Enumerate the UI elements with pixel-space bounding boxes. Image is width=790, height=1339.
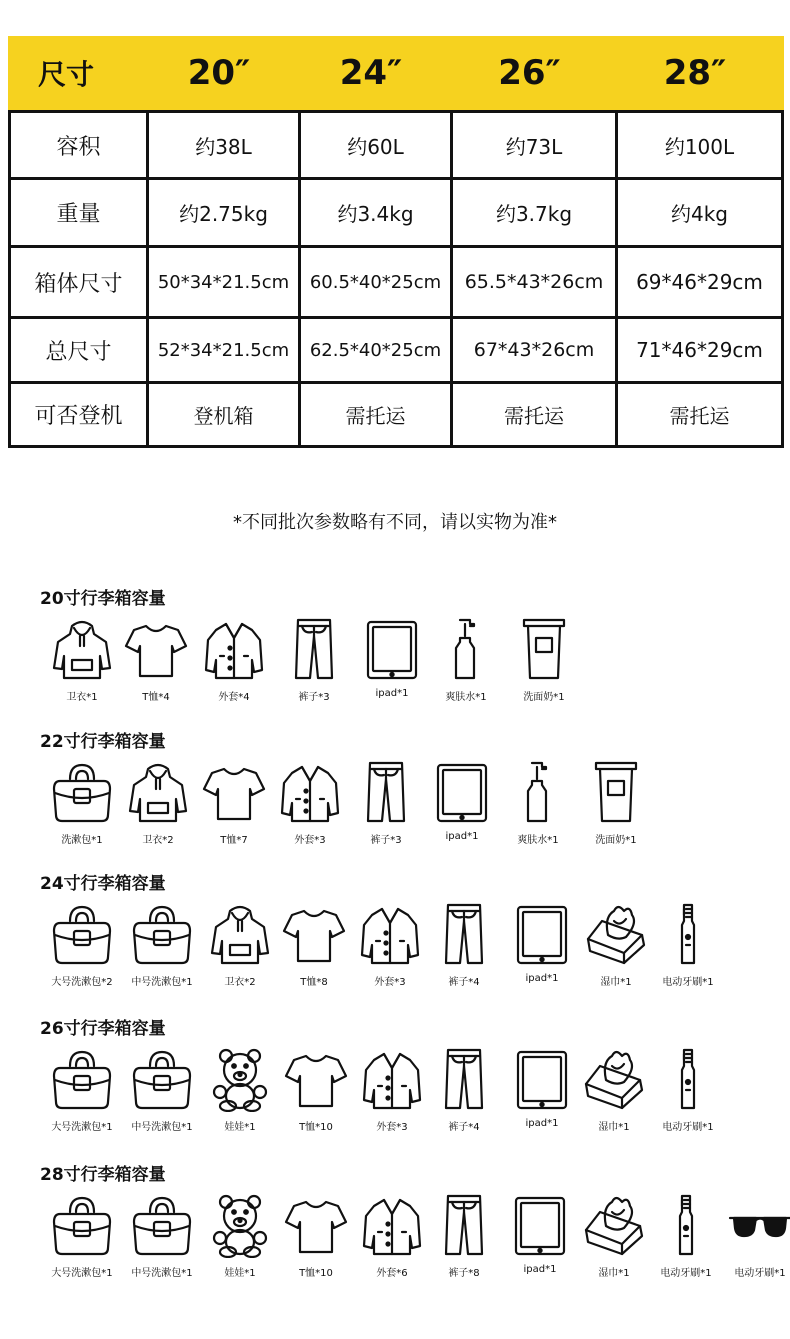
capacity-item: [282, 616, 346, 703]
row-label: 重量: [56, 202, 101, 227]
header-20: 20″: [187, 53, 251, 93]
toiletry-bag-icon: [50, 1046, 114, 1112]
table-cell: 约3.4kg: [298, 180, 450, 245]
wet-wipes-icon: [582, 1046, 646, 1112]
capacity-item: [582, 1046, 646, 1133]
section-title: 22寸行李箱容量: [40, 732, 166, 752]
item-label: 爽肤水*1: [517, 835, 559, 846]
capacity-item: [50, 616, 114, 703]
toiletry-bag-icon: [130, 1046, 194, 1112]
table-cell: 约100L: [615, 113, 781, 177]
cleanser-tube-icon: [584, 759, 648, 825]
header-size-label: 尺寸: [38, 58, 95, 91]
pants-icon: [354, 759, 418, 825]
toothbrush-icon: [654, 1192, 718, 1258]
header-28: 28″: [663, 53, 727, 93]
item-label: 大号洗漱包*1: [51, 1122, 113, 1133]
tablet-icon: [360, 616, 424, 682]
item-label: 外套*6: [376, 1268, 408, 1279]
capacity-item: [130, 1046, 194, 1133]
toner-bottle-icon: [434, 616, 498, 682]
capacity-item: [284, 1046, 348, 1133]
toiletry-bag-icon: [130, 1192, 194, 1258]
table-cell: 67*43*26cm: [450, 319, 615, 381]
table-cell: 71*46*29cm: [615, 319, 781, 381]
item-label: 裤子*3: [298, 692, 330, 703]
capacity-item: [126, 759, 190, 846]
capacity-item: [584, 901, 648, 988]
row-label: 容积: [56, 134, 101, 160]
capacity-item: [728, 1192, 790, 1279]
capacity-item: [430, 759, 494, 842]
tablet-icon: [510, 1046, 574, 1112]
capacity-item: [202, 759, 266, 846]
capacity-item: [432, 1046, 496, 1133]
jacket-icon: [360, 1192, 424, 1258]
table-row: [11, 245, 781, 316]
pants-icon: [432, 1192, 496, 1258]
tshirt-icon: [284, 1192, 348, 1258]
sunglasses-icon: [728, 1192, 790, 1258]
capacity-item: [432, 1192, 496, 1279]
item-label: 湿巾*1: [600, 977, 632, 988]
row-label: 箱体尺寸: [34, 271, 123, 297]
capacity-item: [584, 759, 648, 846]
item-label: 卫衣*1: [66, 692, 98, 703]
item-label: 娃娃*1: [224, 1268, 256, 1279]
item-label: 卫衣*2: [142, 835, 174, 846]
item-label: 大号洗漱包*2: [51, 977, 113, 988]
table-cell: 60.5*40*25cm: [298, 248, 450, 316]
capacity-item: [130, 1192, 194, 1279]
table-row: [11, 177, 781, 245]
pants-icon: [282, 616, 346, 682]
capacity-section-26: [40, 1016, 720, 1133]
batch-note: *不同批次参数略有不同，请以实物为准*: [233, 512, 557, 533]
capacity-item: [512, 616, 576, 703]
capacity-item: [124, 616, 188, 703]
cleanser-tube-icon: [512, 616, 576, 682]
toiletry-bag-icon: [50, 1192, 114, 1258]
capacity-section-24: [40, 871, 720, 988]
capacity-item: [208, 901, 272, 988]
item-label: 中号洗漱包*1: [131, 1268, 193, 1279]
item-label: T恤*10: [299, 1268, 333, 1279]
section-title: 24寸行李箱容量: [40, 874, 166, 894]
pants-icon: [432, 1046, 496, 1112]
item-label: 电动牙刷*1: [662, 977, 714, 988]
jacket-icon: [358, 901, 422, 967]
capacity-item: [508, 1192, 572, 1275]
capacity-item: [360, 1192, 424, 1279]
item-label: 爽肤水*1: [445, 692, 487, 703]
header-26: 26″: [498, 53, 561, 93]
toiletry-bag-icon: [50, 901, 114, 967]
item-label: 娃娃*1: [224, 1122, 256, 1133]
item-label: T恤*10: [299, 1122, 333, 1133]
capacity-section-28: [40, 1162, 790, 1279]
hoodie-icon: [50, 616, 114, 682]
section-title: 20寸行李箱容量: [40, 589, 166, 609]
tablet-icon: [430, 759, 494, 825]
section-title: 28寸行李箱容量: [40, 1165, 166, 1185]
item-label: T恤*7: [220, 835, 248, 846]
row-label: 可否登机: [34, 404, 123, 429]
capacity-item: [582, 1192, 646, 1279]
item-row: [40, 901, 720, 988]
item-row: [40, 759, 648, 846]
wet-wipes-icon: [582, 1192, 646, 1258]
table-cell: 约4kg: [615, 180, 781, 245]
toiletry-bag-icon: [50, 759, 114, 825]
table-cell: 需托运: [450, 384, 615, 445]
toothbrush-icon: [656, 901, 720, 967]
capacity-item: [354, 759, 418, 846]
table-cell: 约2.75kg: [146, 180, 298, 245]
item-label: 裤子*3: [370, 835, 402, 846]
capacity-item: [130, 901, 194, 988]
item-label: 洗面奶*1: [595, 835, 637, 846]
item-label: 洗漱包*1: [61, 835, 103, 846]
pants-icon: [432, 901, 496, 967]
item-label: 电动牙刷*1: [734, 1268, 786, 1279]
item-label: ipad*1: [525, 1118, 559, 1129]
capacity-item: [434, 616, 498, 703]
tablet-icon: [508, 1192, 572, 1258]
table-cell: 69*46*29cm: [615, 248, 781, 316]
hoodie-icon: [126, 759, 190, 825]
jacket-icon: [360, 1046, 424, 1112]
capacity-item: [654, 1192, 718, 1279]
item-label: 裤子*8: [448, 1268, 480, 1279]
table-cell: 52*34*21.5cm: [146, 319, 298, 381]
item-label: 卫衣*2: [224, 977, 256, 988]
table-cell: 约60L: [298, 113, 450, 177]
item-label: ipad*1: [375, 688, 409, 699]
item-label: 裤子*4: [448, 1122, 480, 1133]
tshirt-icon: [284, 1046, 348, 1112]
teddy-bear-icon: [208, 1046, 272, 1112]
item-row: [40, 1192, 790, 1279]
capacity-item: [208, 1192, 272, 1279]
teddy-bear-icon: [208, 1192, 272, 1258]
table-cell: 登机箱: [146, 384, 298, 445]
capacity-item: [282, 901, 346, 988]
table-cell: 约3.7kg: [450, 180, 615, 245]
jacket-icon: [202, 616, 266, 682]
tshirt-icon: [202, 759, 266, 825]
item-label: 外套*4: [218, 692, 250, 703]
item-label: ipad*1: [525, 973, 559, 984]
item-row: [40, 616, 576, 703]
capacity-item: [360, 616, 424, 699]
item-row: [40, 1046, 720, 1133]
table-row: [11, 381, 781, 445]
capacity-item: [50, 1046, 114, 1133]
toothbrush-icon: [656, 1046, 720, 1112]
toiletry-bag-icon: [130, 901, 194, 967]
capacity-item: [656, 1046, 720, 1133]
jacket-icon: [278, 759, 342, 825]
tablet-icon: [510, 901, 574, 967]
capacity-item: [358, 901, 422, 988]
table-cell: 需托运: [298, 384, 450, 445]
item-label: 裤子*4: [448, 977, 480, 988]
item-label: 外套*3: [376, 1122, 408, 1133]
capacity-item: [284, 1192, 348, 1279]
hoodie-icon: [208, 901, 272, 967]
capacity-item: [510, 1046, 574, 1129]
capacity-item: [656, 901, 720, 988]
item-label: 中号洗漱包*1: [131, 977, 193, 988]
wet-wipes-icon: [584, 901, 648, 967]
capacity-item: [510, 901, 574, 984]
toner-bottle-icon: [506, 759, 570, 825]
table-row: [11, 113, 781, 177]
capacity-item: [208, 1046, 272, 1133]
table-cell: 约38L: [146, 113, 298, 177]
item-label: T恤*8: [300, 977, 328, 988]
tshirt-icon: [124, 616, 188, 682]
capacity-item: [278, 759, 342, 846]
item-label: 中号洗漱包*1: [131, 1122, 193, 1133]
item-label: 湿巾*1: [598, 1122, 630, 1133]
capacity-item: [432, 901, 496, 988]
item-label: T恤*4: [142, 692, 170, 703]
item-label: 电动牙刷*1: [662, 1122, 714, 1133]
table-cell: 约73L: [450, 113, 615, 177]
header-24: 24″: [339, 53, 403, 93]
row-label: 总尺寸: [45, 339, 112, 365]
item-label: 外套*3: [374, 977, 406, 988]
table-cell: 62.5*40*25cm: [298, 319, 450, 381]
table-header: [8, 36, 784, 110]
capacity-item: [50, 1192, 114, 1279]
item-label: ipad*1: [445, 831, 479, 842]
capacity-item: [202, 616, 266, 703]
capacity-item: [360, 1046, 424, 1133]
table-row: [11, 316, 781, 381]
item-label: 洗面奶*1: [523, 692, 565, 703]
capacity-section-22: [40, 729, 648, 846]
table-cell: 需托运: [615, 384, 781, 445]
item-label: 大号洗漱包*1: [51, 1268, 113, 1279]
table-cell: 50*34*21.5cm: [146, 248, 298, 316]
item-label: 湿巾*1: [598, 1268, 630, 1279]
item-label: ipad*1: [523, 1264, 557, 1275]
spec-table: [8, 36, 784, 448]
section-title: 26寸行李箱容量: [40, 1019, 166, 1039]
capacity-item: [50, 759, 114, 846]
table-cell: 65.5*43*26cm: [450, 248, 615, 316]
item-label: 电动牙刷*1: [660, 1268, 712, 1279]
capacity-item: [506, 759, 570, 846]
table-body: [8, 110, 784, 448]
capacity-section-20: [40, 586, 576, 703]
item-label: 外套*3: [294, 835, 326, 846]
tshirt-icon: [282, 901, 346, 967]
capacity-item: [50, 901, 114, 988]
